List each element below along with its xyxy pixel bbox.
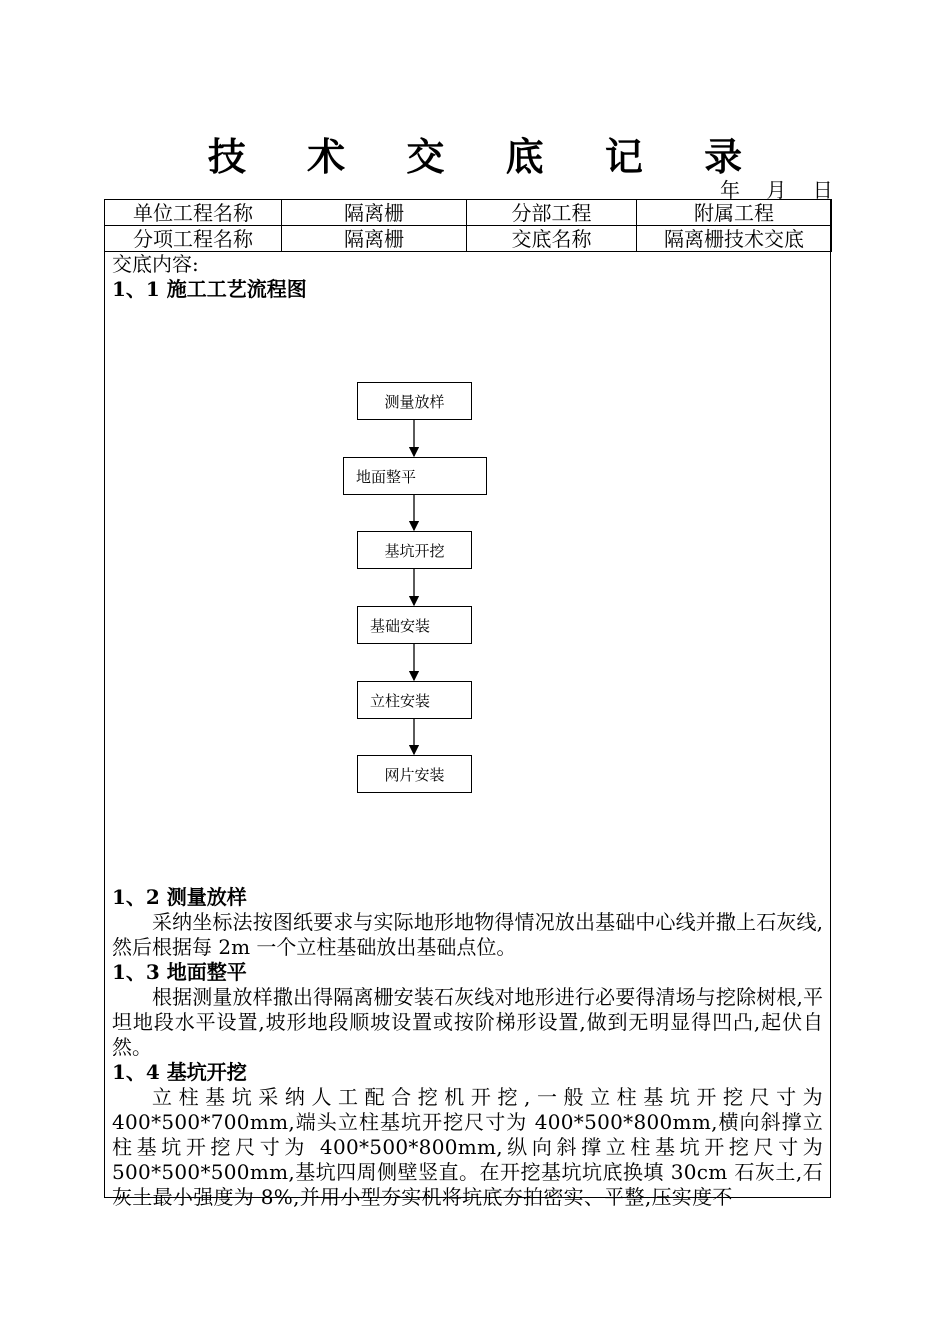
- table-row: [105, 226, 832, 252]
- date-line: 年 月 日: [720, 178, 833, 202]
- subitem-label: 分项工程名称: [105, 226, 282, 252]
- section-heading-flowchart: 1、1 施工工艺流程图: [112, 277, 307, 301]
- section-text-leveling: 根据测量放样撒出得隔离栅安装石灰线对地形进行必要得清场与挖除树根,平坦地段水平设置,坡形地段顺坡设置或按阶梯形设置,做到无明显得凹凸,起伏自然。: [112, 985, 823, 1059]
- flow-step-leveling: 地面整平: [343, 457, 487, 495]
- division-label: 分部工程: [467, 200, 637, 226]
- flow-step-excavation: 基坑开挖: [357, 531, 472, 569]
- info-table: [104, 199, 832, 252]
- briefing-name-value: 隔离栅技术交底: [637, 226, 832, 252]
- flow-step-post: 立柱安装: [357, 681, 472, 719]
- division-value: 附属工程: [637, 200, 832, 226]
- flow-step-foundation: 基础安装: [357, 606, 472, 644]
- briefing-content: [112, 252, 823, 1210]
- section-text-excavation: 立柱基坑采纳人工配合挖机开挖,一般立柱基坑开挖尺寸为 400*500*700mm,端头立柱基坑开挖尺寸为 400*500*800mm,横向斜撑立柱基坑开挖尺寸为 400*500*800mm,纵向斜撑立柱基坑开挖尺寸为 500*500*500mm,基坑四周侧壁竖直。在开挖基坑坑底换填 30cm 石灰土,石灰土最小强度为 8%,并用小型夯实机将坑底夯拍密实、平整,压实度不: [112, 1085, 823, 1209]
- subitem-value: 隔离栅: [282, 226, 467, 252]
- section-heading-leveling: 1、3 地面整平: [112, 960, 247, 984]
- section-text-survey: 采纳坐标法按图纸要求与实际地形地物得情况放出基础中心线并撒上石灰线,然后根据每 2m 一个立柱基础放出基础点位。: [112, 910, 823, 959]
- section-heading-excavation: 1、4 基坑开挖: [112, 1060, 247, 1084]
- unit-project-value: 隔离栅: [282, 200, 467, 226]
- briefing-name-label: 交底名称: [467, 226, 637, 252]
- flowchart-space: [112, 302, 823, 885]
- section-heading-survey: 1、2 测量放样: [112, 885, 247, 909]
- unit-project-label: 单位工程名称: [105, 200, 282, 226]
- table-row: [105, 200, 832, 226]
- flow-step-mesh: 网片安装: [357, 755, 472, 793]
- content-label: 交底内容:: [112, 252, 199, 276]
- page-title: 技 术 交 底 记 录: [207, 134, 767, 179]
- flow-step-survey: 测量放样: [357, 382, 472, 420]
